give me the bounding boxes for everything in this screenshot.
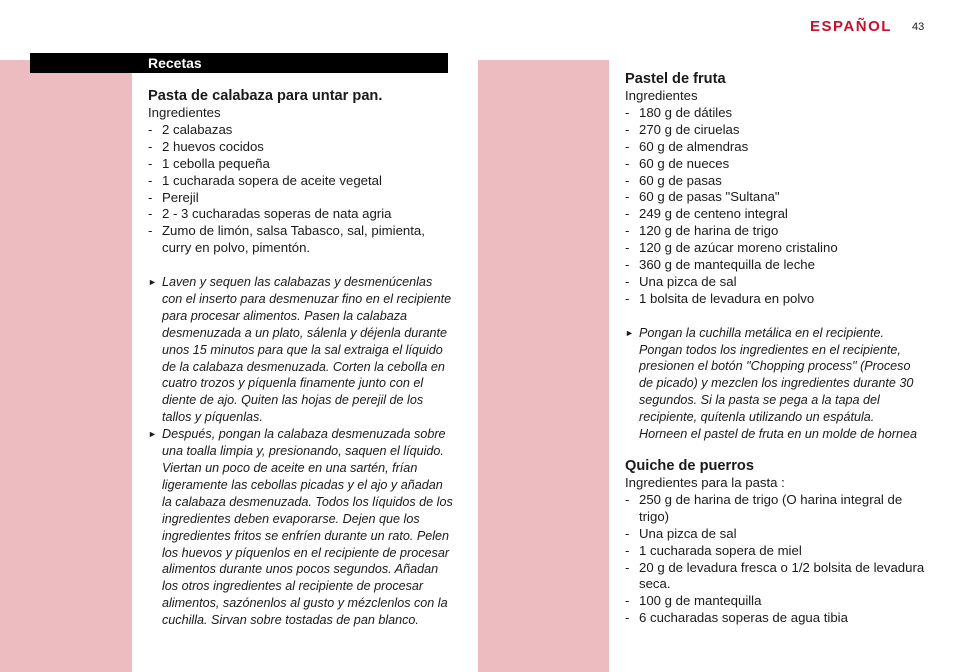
triangle-bullet-icon: ►: [148, 429, 157, 440]
ingredient-item: - 2 calabazas: [148, 122, 453, 139]
ingredient-item: - 2 huevos cocidos: [148, 139, 453, 156]
recipe-title: Quiche de puerros: [625, 458, 754, 475]
ingredient-list: [625, 492, 925, 627]
ingredient-list: [625, 105, 925, 308]
ingredients-label: Ingredientes para la pasta :: [625, 475, 785, 491]
ingredient-item: - Zumo de limón, salsa Tabasco, sal, pimienta, curry en polvo, pimentón.: [148, 223, 453, 257]
header-language: ESPAÑOL: [810, 18, 892, 35]
page-number: 43: [912, 21, 925, 33]
ingredient-item: - 20 g de levadura fresca o 1/2 bolsita de levadura seca.: [625, 560, 925, 594]
step-text: Pongan la cuchilla metálica en el recipiente. Pongan todos los ingredientes en el recipiente, presionen el botón "Chopping process" (Proceso de picado) y mezclen los ingredientes durante 30 segundos. Si la pasta se pega a la tapa del recipiente, quítenla utilizando un espátula. Horneen el pastel de fruta en un molde de hornea: [639, 325, 917, 442]
step-text: Laven y sequen las calabazas y desmenúcenlas con el inserto para desmenuzar fino en el recipiente para procesar alimentos. Pasen la calabaza desmenuzada a un plato, sálenla y déjenla durante unos 15 minutos para que la sal extraiga el líquido de la calabaza desmenuzada. Corten la cebolla en cuatro trozos y píquenla finamente junto con el diente de ajo. Quiten las hojas de perejil de los tallos y píquenlas.: [162, 275, 452, 425]
step-text: Después, pongan la calabaza desmenuzada sobre una toalla limpia y, presionando, saquen el líquido. Viertan un poco de aceite en una sartén, frían ligeramente las cebollas picadas y el ajo y añadan la calabaza desmenuzada. Todos los líquidos de los ingredientes deben evaporarse. Dejen que los ingredientes fritos se enfríen durante un rato. Pelen los huevos y píquenlos en el recipiente de procesar alimentos durante unos pocos segundos. Añadan los otros ingredientes al recipiente de procesar alimentos, sazónenlos al gusto y mézclenlos con la cuchilla. Sirvan sobre tostadas de pan blanco.: [162, 427, 453, 628]
step-item: [148, 274, 453, 426]
triangle-bullet-icon: ►: [625, 327, 634, 338]
left-column: [148, 87, 453, 629]
ingredient-item: - 180 g de dátiles: [625, 105, 925, 122]
step-list: [625, 325, 925, 443]
ingredient-item: - 60 g de pasas: [625, 173, 925, 190]
ingredient-item: - 60 g de almendras: [625, 139, 925, 156]
ingredient-item: - 250 g de harina de trigo (O harina integral de trigo): [625, 492, 925, 526]
recipe-title: Pasta de calabaza para untar pan.: [148, 88, 383, 104]
ingredient-item: - 1 cucharada sopera de aceite vegetal: [148, 173, 453, 190]
ingredient-item: - 1 cucharada sopera de miel: [625, 543, 925, 560]
ingredient-item: - 270 g de ciruelas: [625, 122, 925, 139]
section-bar: [30, 53, 448, 73]
right-margin-band: [478, 60, 609, 672]
right-column: [625, 70, 925, 627]
ingredient-list: [148, 122, 453, 257]
ingredient-item: - Perejil: [148, 190, 453, 207]
step-list: [148, 274, 453, 629]
ingredient-item: - 120 g de azúcar moreno cristalino: [625, 240, 925, 257]
left-margin-band: [0, 60, 132, 672]
ingredient-item: - 60 g de nueces: [625, 156, 925, 173]
ingredients-label: Ingredientes: [148, 105, 221, 120]
ingredients-label: Ingredientes: [625, 88, 698, 103]
step-item: [625, 325, 925, 443]
ingredient-item: - 120 g de harina de trigo: [625, 223, 925, 240]
step-item: [148, 426, 453, 629]
ingredient-item: - 2 - 3 cucharadas soperas de nata agria: [148, 206, 453, 223]
ingredient-item: - Una pizca de sal: [625, 274, 925, 291]
ingredient-item: - Una pizca de sal: [625, 526, 925, 543]
ingredient-item: - 360 g de mantequilla de leche: [625, 257, 925, 274]
ingredient-item: - 1 bolsita de levadura en polvo: [625, 291, 925, 308]
ingredient-item: - 6 cucharadas soperas de agua tibia: [625, 610, 925, 627]
ingredient-item: - 60 g de pasas "Sultana": [625, 189, 925, 206]
recipe-title: Pastel de fruta: [625, 71, 726, 87]
section-title: Recetas: [148, 55, 202, 71]
triangle-bullet-icon: ►: [148, 277, 157, 288]
ingredient-item: - 249 g de centeno integral: [625, 206, 925, 223]
ingredient-item: - 1 cebolla pequeña: [148, 156, 453, 173]
ingredient-item: - 100 g de mantequilla: [625, 593, 925, 610]
